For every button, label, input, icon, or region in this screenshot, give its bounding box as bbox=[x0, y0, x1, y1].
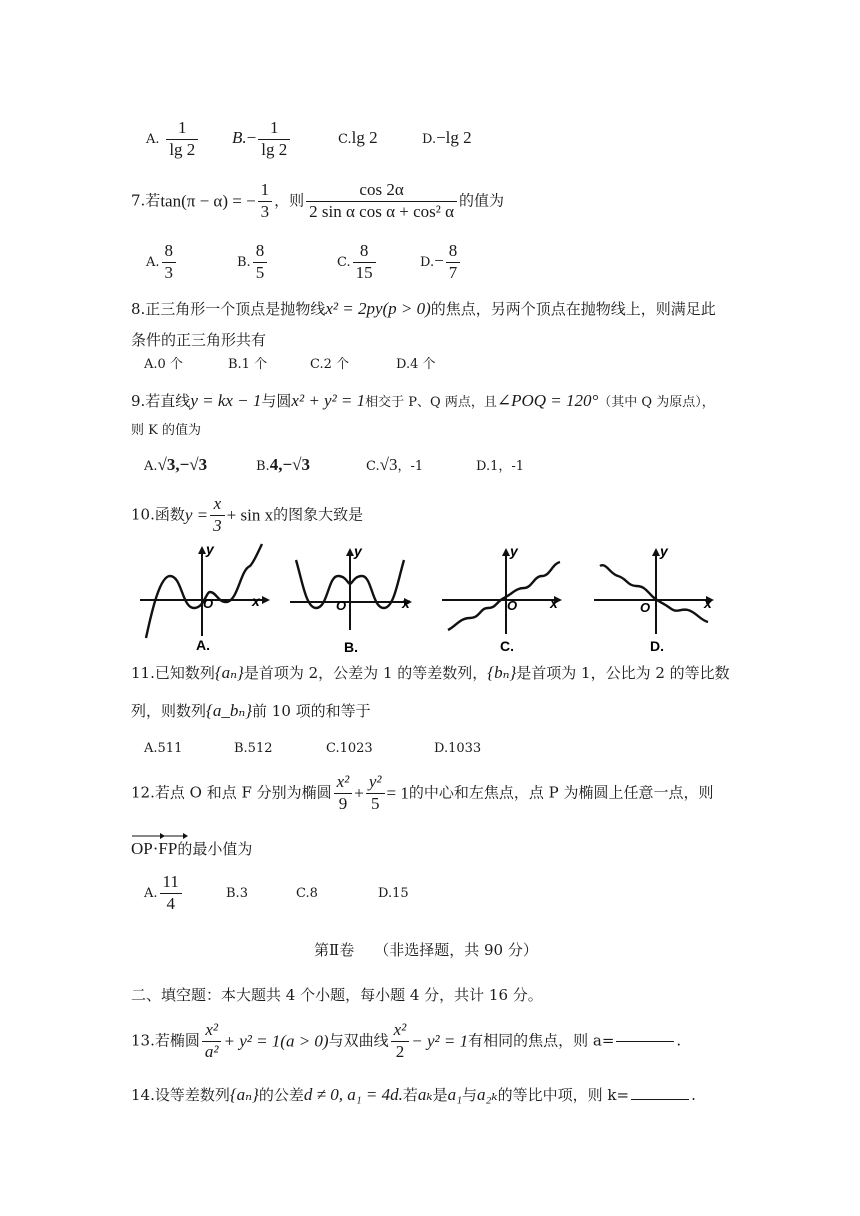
q10-lhs: y = bbox=[184, 505, 209, 525]
q10-frac-num: x bbox=[210, 494, 225, 516]
q12-option-a-letter: A. bbox=[144, 886, 158, 902]
q14-mid2: 若 bbox=[402, 1086, 418, 1104]
q6-option-a-num: 1 bbox=[166, 118, 198, 140]
q9-line-eq: y = kx − 1 bbox=[190, 391, 262, 410]
q10-graphs bbox=[0, 538, 860, 658]
q7-option-d-fraction bbox=[446, 241, 461, 283]
q10-graph-d-y-label: y bbox=[660, 543, 668, 559]
q9-option-a bbox=[144, 456, 256, 473]
q6-option-b-num: 1 bbox=[258, 118, 290, 140]
q10-graph-d bbox=[594, 543, 714, 654]
q10-graph-d-y-arrow bbox=[652, 548, 660, 556]
q13-part1: + y² = 1(a > 0) bbox=[223, 1031, 329, 1051]
q7-option-c bbox=[337, 241, 378, 283]
q8-stem bbox=[131, 300, 716, 317]
q12-suffix: 的中心和左焦点，点 P 为椭圆上任意一点，则 bbox=[408, 783, 714, 802]
q7-option-d-den: 7 bbox=[448, 262, 458, 282]
q14-a2k: a₂ₖ bbox=[477, 1085, 498, 1104]
q6-option-b-den: lg 2 bbox=[261, 139, 288, 159]
q12-option-a-num: 11 bbox=[160, 872, 182, 894]
q6-option-d-expr: −lg 2 bbox=[436, 128, 472, 147]
q8-option-b: B.1 个 bbox=[228, 357, 268, 372]
q12-prefix: 12.若点 O 和点 F 分别为椭圆 bbox=[131, 783, 332, 802]
q7-option-a-den: 3 bbox=[164, 262, 174, 282]
q10-graph-c-y-arrow bbox=[502, 548, 510, 556]
q9-prefix: 9.若直线 bbox=[131, 392, 191, 410]
q7-option-c-letter: C. bbox=[337, 255, 351, 271]
q6-option-c bbox=[338, 129, 378, 146]
q9-option-d bbox=[476, 459, 524, 474]
q10-graph-d-letter: D. bbox=[650, 638, 664, 654]
q11-line1-c: 是首项为 1，公比为 2 的等比数 bbox=[516, 664, 730, 682]
q10-stem bbox=[131, 494, 363, 536]
q10-graph-c-letter: C. bbox=[500, 638, 514, 654]
q12-plus: + bbox=[354, 783, 364, 803]
q7-option-b-num: 8 bbox=[253, 241, 268, 263]
q12-eq: = 1 bbox=[386, 783, 409, 803]
q12-e-den2: 5 bbox=[370, 793, 380, 813]
q11-line1 bbox=[131, 664, 730, 681]
q13-fraction-2 bbox=[391, 1020, 410, 1062]
q9-option-b bbox=[256, 456, 366, 473]
q10-prefix: 10.函数 bbox=[131, 505, 185, 524]
q10-graph-a bbox=[140, 541, 270, 653]
q9-suffix: （其中 Q 为原点）， bbox=[598, 395, 715, 410]
q8-formula: x² = 2py(p > 0) bbox=[325, 299, 431, 318]
q10-graph-a-origin: O bbox=[203, 596, 214, 611]
q9-option-c-expr: √3 bbox=[379, 455, 398, 474]
q10-suffix: 的图象大致是 bbox=[273, 505, 364, 524]
q6-option-b bbox=[232, 118, 292, 160]
q10-graph-a-x-arrow bbox=[262, 596, 270, 604]
q12-option-a-fraction bbox=[160, 872, 182, 914]
q7-option-c-num: 8 bbox=[353, 241, 376, 263]
q7-option-b-fraction bbox=[253, 241, 268, 283]
q12-line2-suffix: 的最小值为 bbox=[177, 840, 253, 858]
q14-ak: aₖ bbox=[417, 1085, 433, 1104]
q12-option-d-expr: 15 bbox=[392, 886, 409, 902]
q10-graph-c-curve bbox=[448, 562, 560, 630]
q11-option-c: C.1023 bbox=[326, 741, 373, 756]
q8-option-d: D.4 个 bbox=[396, 357, 436, 372]
q9-angle: ∠POQ = 120° bbox=[496, 391, 599, 410]
q8-option-c: C.2 个 bbox=[310, 357, 350, 372]
q9-option-d-letter: D. bbox=[476, 459, 491, 474]
q10-graph-b-origin: O bbox=[336, 598, 347, 613]
q7-option-b bbox=[237, 241, 269, 283]
q7-frac-den: 2 sin α cos α + cos² α bbox=[309, 201, 454, 221]
q6-option-b-neg: − bbox=[246, 128, 257, 148]
q6-option-c-letter: C. bbox=[338, 132, 352, 147]
q11-option-a: A.511 bbox=[144, 741, 183, 756]
q12-vec1 bbox=[131, 840, 153, 857]
q11-line2 bbox=[131, 702, 371, 719]
q9-stem bbox=[131, 392, 715, 409]
q11-seq-a: {aₙ} bbox=[214, 663, 244, 682]
q13-suffix: 有相同的焦点，则 a= bbox=[468, 1031, 615, 1050]
q14-prefix: 14.设等差数列 bbox=[131, 1086, 230, 1104]
q10-graph-a-x-label: x bbox=[252, 593, 260, 609]
q11-seq-b: {bₙ} bbox=[487, 663, 517, 682]
q13-mid: 与双曲线 bbox=[328, 1031, 389, 1050]
q13-f1-num: x² bbox=[202, 1020, 222, 1042]
q8-suffix: 的焦点，另两个顶点在抛物线上，则满足此 bbox=[430, 300, 716, 318]
q7-main-fraction bbox=[306, 180, 457, 222]
q10-fraction bbox=[210, 494, 225, 536]
q12-stem bbox=[131, 772, 714, 814]
q6-option-b-letter: B. bbox=[232, 128, 247, 148]
q7-rhs-fraction bbox=[258, 180, 273, 222]
q12-vec2-label: FP bbox=[158, 839, 178, 858]
q8-option-a: A.0 个 bbox=[144, 357, 183, 372]
q7-option-b-den: 5 bbox=[255, 262, 265, 282]
q11-line1-a: 11.已知数列 bbox=[131, 664, 215, 682]
q7-option-a-letter: A. bbox=[146, 255, 160, 271]
q12-option-c bbox=[296, 887, 378, 900]
q13-answer-blank[interactable] bbox=[616, 1041, 674, 1042]
q12-option-b-expr: 3 bbox=[239, 886, 248, 902]
section-subtitle: （非选择题，共 90 分） bbox=[374, 941, 538, 959]
q10-graph-d-origin: O bbox=[640, 600, 651, 615]
q8-line2: 条件的正三角形共有 bbox=[131, 331, 267, 349]
q7-suffix: 的值为 bbox=[459, 191, 505, 210]
q14-seq: {aₙ} bbox=[229, 1085, 259, 1104]
q7-option-d bbox=[420, 241, 462, 283]
q7-option-d-num: 8 bbox=[446, 241, 461, 263]
q9-option-a-letter: A. bbox=[144, 459, 158, 474]
q7-lhs: tan(π − α) = − bbox=[160, 191, 256, 211]
q7-rhs-den: 3 bbox=[260, 201, 270, 221]
q7-prefix: 7.若 bbox=[131, 191, 161, 210]
q7-option-c-fraction bbox=[353, 241, 376, 283]
q12-option-c-letter: C. bbox=[296, 886, 310, 902]
q11-option-b: B.512 bbox=[234, 741, 273, 756]
q6-option-d bbox=[422, 129, 472, 146]
q11-option-d: D.1033 bbox=[434, 741, 482, 756]
q12-e-num2: y² bbox=[366, 772, 385, 794]
q7-option-a bbox=[146, 241, 178, 283]
q12-e-num1: x² bbox=[334, 772, 353, 794]
q12-option-a bbox=[144, 872, 226, 914]
q10-graph-c-x-label: x bbox=[550, 595, 558, 611]
q13-stem bbox=[131, 1020, 681, 1062]
q14-end: . bbox=[691, 1086, 696, 1104]
q7-frac-num: cos 2α bbox=[306, 180, 457, 202]
q11-line2-a: 列，则数列 bbox=[131, 702, 207, 720]
q7-mid: ，则 bbox=[274, 191, 305, 210]
section-title-main: 第Ⅱ卷 bbox=[314, 941, 355, 959]
q10-graph-c-y-label: y bbox=[510, 543, 518, 559]
q7-option-a-num: 8 bbox=[162, 241, 177, 263]
q12-fraction-y bbox=[366, 772, 385, 814]
q12-vec2 bbox=[158, 840, 177, 857]
q13-part2: − y² = 1 bbox=[411, 1031, 469, 1051]
q12-fraction-x bbox=[334, 772, 353, 814]
q7-option-a-fraction bbox=[162, 241, 177, 283]
section-heading: 二、填空题：本大题共 4 个小题，每小题 4 分，共计 16 分。 bbox=[131, 986, 543, 1004]
q11-line1-b: 是首项为 2，公差为 1 的等差数列， bbox=[243, 664, 488, 682]
q14-mid3: 是 bbox=[432, 1086, 448, 1104]
q10-graph-c-origin: O bbox=[507, 598, 518, 613]
q11-line2-b: 前 10 项的和等于 bbox=[252, 702, 371, 720]
q12-dot: · bbox=[152, 839, 159, 858]
q6-option-a-den: lg 2 bbox=[169, 139, 196, 159]
q13-f2-den: 2 bbox=[395, 1041, 405, 1061]
q12-e-den1: 9 bbox=[338, 793, 348, 813]
q12-option-d-letter: D. bbox=[378, 886, 393, 902]
q8-options bbox=[144, 358, 436, 371]
q9-options bbox=[144, 456, 524, 473]
q9-mid1: 与圆 bbox=[261, 392, 292, 410]
q13-f1-den: a² bbox=[204, 1041, 219, 1061]
q7-option-b-letter: B. bbox=[237, 255, 251, 271]
q12-option-a-den: 4 bbox=[166, 893, 175, 913]
q10-graph-a-letter: A. bbox=[196, 637, 210, 653]
q9-circle-eq: x² + y² = 1 bbox=[291, 391, 366, 410]
q10-graph-b-y-label: y bbox=[354, 543, 362, 559]
q10-graph-b-letter: B. bbox=[344, 639, 358, 655]
q6-option-a-fraction bbox=[166, 118, 198, 160]
q13-end: . bbox=[676, 1031, 682, 1050]
q13-fraction-1 bbox=[202, 1020, 222, 1062]
q6-option-a-letter: A. bbox=[146, 132, 160, 148]
q9-option-b-expr: 4,−√3 bbox=[269, 455, 310, 474]
q12-option-b-letter: B. bbox=[226, 886, 240, 902]
q10-graph-d-curve bbox=[600, 565, 708, 622]
q12-option-c-expr: 8 bbox=[309, 886, 318, 902]
q8-prefix: 8.正三角形一个顶点是抛物线 bbox=[131, 300, 326, 318]
q12-options bbox=[144, 872, 409, 914]
q9-option-c bbox=[366, 456, 476, 473]
q10-frac-den: 3 bbox=[213, 515, 222, 535]
q9-mid2: 相交于 P、Q 两点，且 bbox=[365, 395, 497, 410]
q9-option-c-tail: ，-1 bbox=[397, 459, 424, 474]
q11-seq-ab: {a_bₙ} bbox=[206, 701, 253, 720]
q9-option-b-letter: B. bbox=[256, 459, 270, 474]
q6-option-c-expr: lg 2 bbox=[351, 128, 378, 147]
q14-cond: d ≠ 0, a₁ = 4d. bbox=[303, 1085, 403, 1104]
q7-option-c-den: 15 bbox=[355, 262, 373, 282]
q10-graph-a-y-arrow bbox=[198, 546, 206, 554]
q14-suffix: 的等比中项，则 k= bbox=[497, 1086, 630, 1104]
q9-option-a-expr: √3,−√3 bbox=[157, 455, 208, 474]
q7-rhs-num: 1 bbox=[258, 180, 273, 202]
section-title bbox=[314, 943, 538, 958]
q9-line2: 则 K 的值为 bbox=[131, 423, 201, 438]
q10-graph-b-x-label: x bbox=[402, 595, 410, 611]
q10-rhs: + sin x bbox=[226, 505, 274, 525]
q6-option-b-fraction bbox=[258, 118, 290, 160]
q6-options bbox=[146, 118, 200, 160]
q10-graph-a-curve bbox=[146, 544, 262, 638]
q10-graph-b bbox=[290, 543, 412, 655]
q10-graph-c bbox=[442, 543, 562, 654]
q10-graph-b-y-arrow bbox=[346, 548, 354, 556]
q14-answer-blank[interactable] bbox=[631, 1099, 689, 1100]
q7-option-d-neg: − bbox=[434, 251, 444, 271]
q12-option-d bbox=[378, 886, 409, 901]
q10-graph-d-x-label: x bbox=[704, 595, 712, 611]
q11-options bbox=[144, 742, 481, 755]
q12-option-b bbox=[226, 887, 296, 900]
q7-option-d-letter: D. bbox=[420, 255, 435, 271]
q13-f2-num: x² bbox=[391, 1020, 410, 1042]
q10-graph-a-y-label: y bbox=[206, 541, 214, 557]
q12-vec2-arrow bbox=[158, 832, 188, 840]
q13-prefix: 13.若椭圆 bbox=[131, 1031, 200, 1050]
q14-stem bbox=[131, 1086, 696, 1103]
q7-stem bbox=[131, 180, 504, 222]
q9-option-c-letter: C. bbox=[366, 459, 380, 474]
q12-vec1-label: OP bbox=[131, 839, 153, 858]
q9-option-d-expr: 1，-1 bbox=[490, 459, 525, 474]
q14-mid4: 与 bbox=[462, 1086, 478, 1104]
q14-mid1: 的公差 bbox=[258, 1086, 304, 1104]
q6-option-d-letter: D. bbox=[422, 132, 437, 147]
q12-line2 bbox=[131, 840, 252, 857]
q14-a1: a₁ bbox=[447, 1085, 462, 1104]
